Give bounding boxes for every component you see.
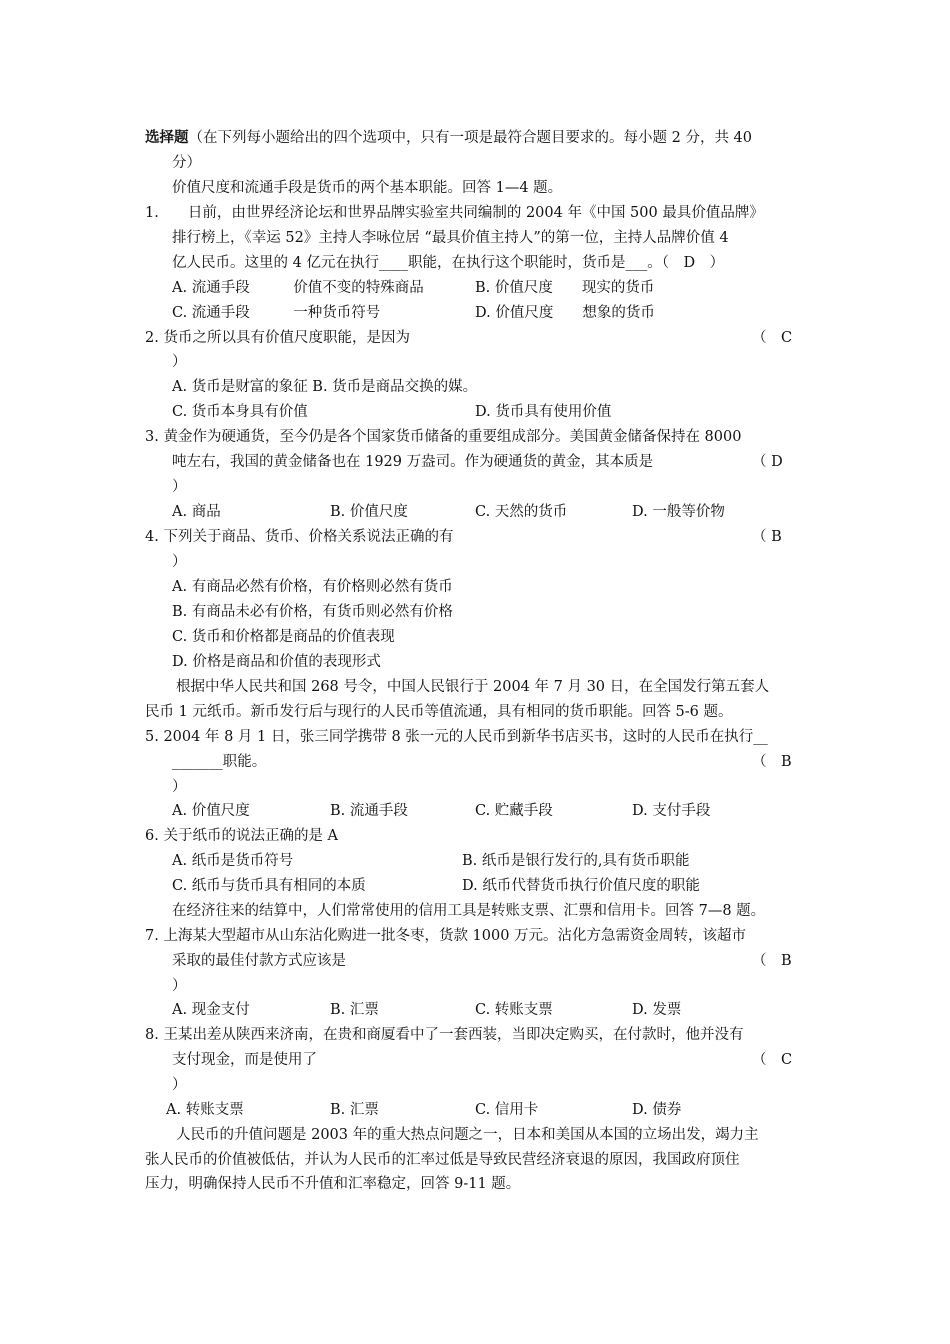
q7-answer-close: ） <box>172 978 187 994</box>
intro-9-11-line3: 压力，明确保持人民币不升值和汇率稳定，回答 9-11 题。 <box>145 1176 521 1192</box>
section-title-instructions: （在下列每小题给出的四个选项中，只有一项是最符合题目要求的。每小题 2 分，共 40 <box>188 130 753 146</box>
q5-option-d: D. 支付手段 <box>632 803 711 819</box>
q7-answer: （ B <box>752 953 792 969</box>
q2-line1: 2. 货币之所以具有价值尺度职能，是因为 <box>145 330 410 346</box>
q5-line2: _______职能。 <box>172 754 267 770</box>
q2-option-ab: A. 货币是财富的象征 B. 货币是商品交换的媒。 <box>172 379 478 395</box>
q8-option-d: D. 债券 <box>632 1102 682 1118</box>
q5-option-b: B. 流通手段 <box>330 803 408 819</box>
q6-option-a: A. 纸币是货币符号 <box>172 853 294 869</box>
q6-option-b: B. 纸币是银行发行的,具有货币职能 <box>462 853 690 869</box>
q2-answer-close: ） <box>172 354 187 370</box>
intro-7-8: 在经济往来的结算中，人们常常使用的信用工具是转账支票、汇票和信用卡。回答 7—8 题。 <box>172 903 766 919</box>
intro-5-6-line2: 民币 1 元纸币。新币发行后与现行的人民币等值流通，具有相同的货币职能。回答 5-6 题。 <box>145 704 733 720</box>
q2-option-d: D. 货币具有使用价值 <box>475 404 612 420</box>
q5-option-a: A. 价值尺度 <box>172 803 250 819</box>
intro-1-4: 价值尺度和流通手段是货币的两个基本职能。回答 1—4 题。 <box>172 180 563 196</box>
q1-line3: 亿人民币。这里的 4 亿元在执行____职能，在执行这个职能时，货币是___。（ D ） <box>172 255 725 271</box>
q4-option-b: B. 有商品未必有价格，有货币则必然有价格 <box>172 604 453 620</box>
q3-option-b: B. 价值尺度 <box>330 504 408 520</box>
q7-option-b: B. 汇票 <box>330 1002 379 1018</box>
q1-line2: 排行榜上，《幸运 52》主持人李咏位居 “最具价值主持人”的第一位，主持人品牌价值 4 <box>172 230 729 246</box>
q5-answer: （ B <box>752 754 792 770</box>
q2-option-c: C. 货币本身具有价值 <box>172 404 308 420</box>
q4-option-a: A. 有商品必然有价格，有价格则必然有货币 <box>172 579 453 595</box>
q3-option-a: A. 商品 <box>172 504 221 520</box>
q3-answer-close: ） <box>172 479 187 495</box>
q1-option-a: A. 流通手段 价值不变的特殊商品 <box>172 280 424 296</box>
q6-option-c: C. 纸币与货币具有相同的本质 <box>172 878 366 894</box>
q1-option-c: C. 流通手段 一种货币符号 <box>172 305 381 321</box>
q3-line2: 吨左右，我国的黄金储备也在 1929 万盎司。作为硬通货的黄金，其本质是 <box>172 454 654 470</box>
q3-option-d: D. 一般等价物 <box>632 504 725 520</box>
q8-option-c: C. 信用卡 <box>475 1102 539 1118</box>
q2-answer: （ C <box>752 330 793 346</box>
intro-5-6-line1: 根据中华人民共和国 268 号令，中国人民银行于 2004 年 7 月 30 日，在全国发行第五套人 <box>176 679 770 695</box>
q4-option-d: D. 价格是商品和价值的表现形式 <box>172 654 381 670</box>
q3-option-c: C. 天然的货币 <box>475 504 568 520</box>
q4-answer: （ B <box>752 529 782 545</box>
q7-line1: 7. 上海某大型超市从山东沾化购进一批冬枣，货款 1000 万元。沾化方急需资金周转，该超市 <box>145 928 747 944</box>
intro-9-11-line1: 人民币的升值问题是 2003 年的重大热点问题之一，日本和美国从本国的立场出发，竭力主 <box>176 1127 759 1143</box>
q7-option-c: C. 转账支票 <box>475 1002 553 1018</box>
q8-option-a: A. 转账支票 <box>166 1102 244 1118</box>
q1-option-d: D. 价值尺度 想象的货币 <box>475 305 655 321</box>
q5-line1: 5. 2004 年 8 月 1 日，张三同学携带 8 张一元的人民币到新华书店买书，这时的人民币在执行__ <box>145 729 768 745</box>
q8-line1: 8. 王某出差从陕西来济南，在贵和商厦看中了一套西装，当即决定购买，在付款时，他并没有 <box>145 1027 744 1043</box>
q1-option-b: B. 价值尺度 现实的货币 <box>475 280 655 296</box>
q5-option-c: C. 贮藏手段 <box>475 803 553 819</box>
section-title-cont: 分） <box>172 155 201 171</box>
q3-line1: 3. 黄金作为硬通货，至今仍是各个国家货币储备的重要组成部分。美国黄金储备保持在 8000 <box>145 429 742 445</box>
q8-answer: （ C <box>752 1052 793 1068</box>
intro-9-11-line2: 张人民币的价值被低估，并认为人民币的汇率过低是导致民营经济衰退的原因，我国政府顶住 <box>145 1152 740 1168</box>
q4-option-c: C. 货币和价格都是商品的价值表现 <box>172 629 395 645</box>
q6-option-d: D. 纸币代替货币执行价值尺度的职能 <box>462 878 700 894</box>
q7-option-d: D. 发票 <box>632 1002 682 1018</box>
q7-line2: 采取的最佳付款方式应该是 <box>172 953 346 969</box>
q8-answer-close: ） <box>172 1077 187 1093</box>
q7-option-a: A. 现金支付 <box>172 1002 250 1018</box>
section-title <box>145 128 752 148</box>
section-title-bold: 选择题 <box>145 129 189 146</box>
q4-line1: 4. 下列关于商品、货币、价格关系说法正确的有 <box>145 529 454 545</box>
q6-line1: 6. 关于纸币的说法正确的是 A <box>145 828 339 844</box>
q4-answer-close: ） <box>172 554 187 570</box>
q5-answer-close: ） <box>172 779 187 795</box>
q8-option-b: B. 汇票 <box>330 1102 379 1118</box>
q1-line1: 1. 日前，由世界经济论坛和世界品牌实验室共同编制的 2004 年《中国 500 最具价值品牌》 <box>145 205 764 221</box>
q8-line2: 支付现金，而是使用了 <box>172 1052 317 1068</box>
q3-answer: （ D <box>752 454 783 470</box>
